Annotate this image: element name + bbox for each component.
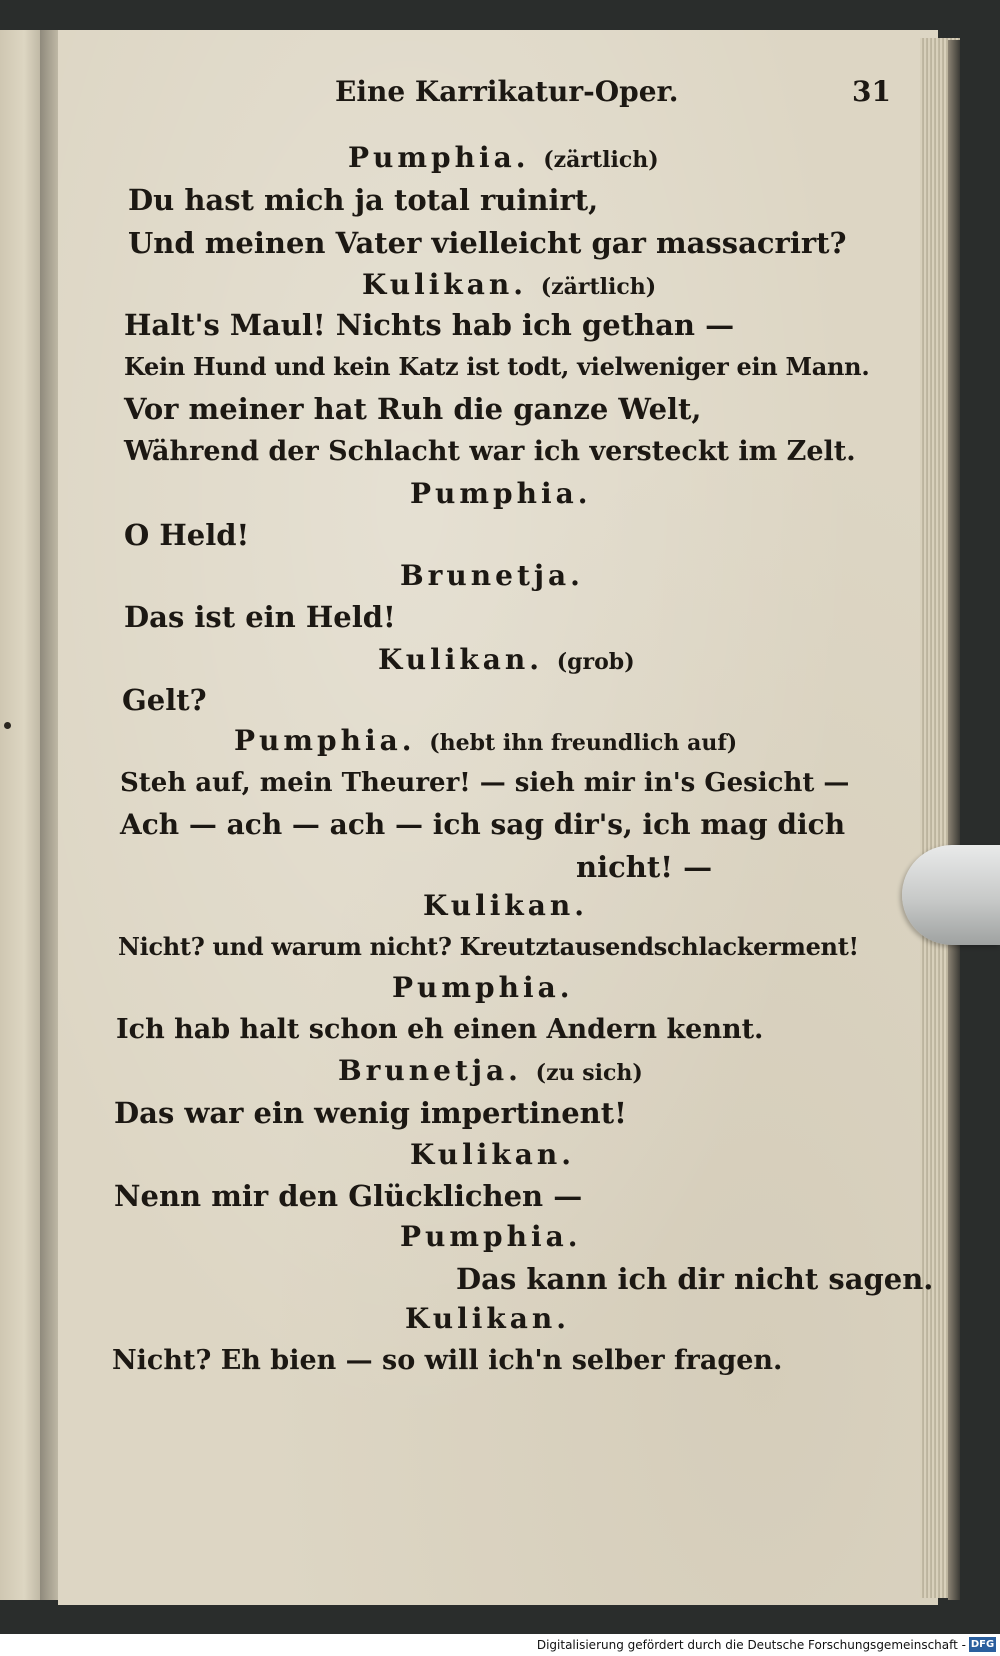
speaker-line <box>362 265 656 307</box>
verse-line: Das ist ein Held! <box>124 600 396 634</box>
verse-line: Und meinen Vater vielleicht gar massacrirt? <box>128 226 847 260</box>
verse-line: nicht! — <box>576 850 713 884</box>
speaker-line <box>400 556 584 596</box>
speaker-name: Kulikan. <box>410 1138 575 1171</box>
speaker-name: Pumphia. <box>348 141 530 174</box>
verse-line: Ich hab halt schon eh einen Andern kennt. <box>116 1014 764 1045</box>
speaker-name: Brunetja. <box>338 1054 522 1087</box>
running-title: Eine Karrikatur-Oper. <box>335 75 679 108</box>
stage-direction: (zärtlich) <box>540 274 657 300</box>
speaker-name: Pumphia. <box>400 1220 582 1253</box>
stage-direction: (hebt ihn freundlich auf) <box>429 730 738 756</box>
speaker-line <box>410 474 592 514</box>
speaker-line <box>423 886 588 926</box>
speaker-line <box>400 1217 582 1257</box>
digitization-footer <box>0 1634 1000 1656</box>
verse-line: O Held! <box>124 518 250 552</box>
stage-direction: (grob) <box>556 649 635 675</box>
speaker-name: Brunetja. <box>400 559 584 592</box>
speaker-name: Kulikan. <box>362 268 527 301</box>
stage-direction: (zärtlich) <box>543 147 659 173</box>
speaker-line <box>348 138 659 180</box>
speaker-line <box>405 1299 570 1339</box>
verse-line: Gelt? <box>122 683 207 717</box>
verse-line: Nicht? Eh bien — so will ich'n selber fragen. <box>112 1345 783 1376</box>
speaker-name: Pumphia. <box>234 724 416 757</box>
verse-line: Steh auf, mein Theurer! — sieh mir in's Gesicht — <box>120 768 850 798</box>
verse-line: Nenn mir den Glücklichen — <box>114 1179 583 1213</box>
funding-credit: Digitalisierung gefördert durch die Deutsche Forschungsgemeinschaft - <box>536 1638 966 1652</box>
verse-line: Während der Schlacht war ich versteckt im Zelt. <box>124 436 856 467</box>
speaker-line <box>392 968 574 1008</box>
verse-line: Du hast mich ja total ruinirt, <box>128 183 599 217</box>
verse-line: Ach — ach — ach — ich sag dir's, ich mag dich <box>120 808 846 841</box>
speaker-line <box>378 640 635 682</box>
verse-line: Das war ein wenig impertinent! <box>114 1096 627 1130</box>
speaker-line <box>338 1051 643 1093</box>
speaker-name: Pumphia. <box>392 971 574 1004</box>
verse-line: Nicht? und warum nicht? Kreutztausendschlackerment! <box>118 932 859 961</box>
verse-line: Das kann ich dir nicht sagen. <box>456 1262 934 1296</box>
verse-line: Kein Hund und kein Katz ist todt, vielweniger ein Mann. <box>124 352 870 381</box>
speaker-line <box>410 1135 575 1175</box>
speaker-name: Pumphia. <box>410 477 592 510</box>
speaker-name: Kulikan. <box>378 643 543 676</box>
stage-direction: (zu sich) <box>535 1060 643 1086</box>
dfg-logo: DFG <box>970 1639 995 1650</box>
speaker-name: Kulikan. <box>423 889 588 922</box>
page-number: 31 <box>852 75 891 108</box>
verse-line: Halt's Maul! Nichts hab ich gethan — <box>124 308 735 342</box>
verse-line: Vor meiner hat Ruh die ganze Welt, <box>124 392 702 426</box>
speaker-line <box>234 721 737 763</box>
speaker-name: Kulikan. <box>405 1302 570 1335</box>
